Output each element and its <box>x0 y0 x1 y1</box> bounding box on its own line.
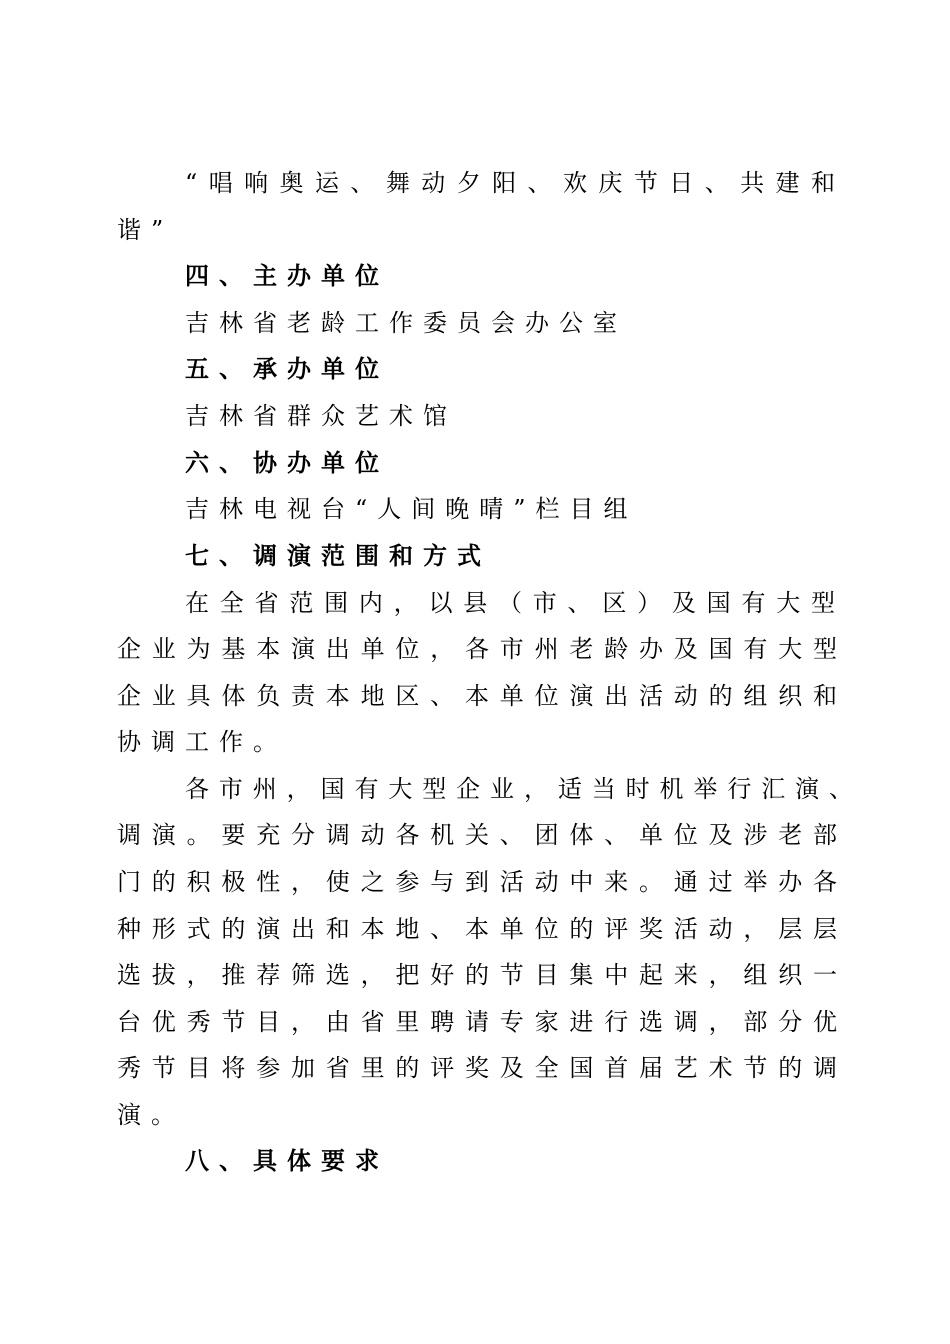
paragraph-line: 在全省范围内，以县（市、区）及国有大型 <box>185 589 835 617</box>
theme-line-1: “唱响奥运、舞动夕阳、欢庆节日、共建和 <box>185 169 835 197</box>
co-organizer-text: 吉林电视台“人间晚晴”栏目组 <box>185 495 638 523</box>
paragraph-line: 秀节目将参加省里的评奖及全国首届艺术节的调 <box>117 1054 837 1082</box>
section-heading-undertaker: 五、承办单位 <box>185 354 389 383</box>
paragraph-line: 企业为基本演出单位，各市州老龄办及国有大型 <box>117 635 837 663</box>
paragraph-line: 台优秀节目，由省里聘请专家进行选调，部分优 <box>117 1008 837 1036</box>
paragraph-line: 企业具体负责本地区、本单位演出活动的组织和 <box>117 682 837 710</box>
paragraph-line: 选拔，推荐筛选，把好的节目集中起来，组织一 <box>117 961 837 989</box>
section-heading-co-organizer: 六、协办单位 <box>185 448 389 477</box>
undertaker-text: 吉林省群众艺术馆 <box>185 402 457 430</box>
paragraph-line: 种形式的演出和本地、本单位的评奖活动，层层 <box>117 915 837 943</box>
theme-line-2: 谐” <box>117 216 174 244</box>
paragraph-line: 各市州，国有大型企业，适当时机举行汇演、 <box>185 775 853 803</box>
section-heading-scope: 七、调演范围和方式 <box>185 541 491 570</box>
paragraph-line: 演。 <box>117 1101 185 1129</box>
paragraph-line: 协调工作。 <box>117 728 287 756</box>
organizer-text: 吉林省老龄工作委员会办公室 <box>185 309 627 337</box>
section-heading-requirements: 八、具体要求 <box>185 1146 389 1175</box>
paragraph-line: 门的积极性，使之参与到活动中来。通过举办各 <box>117 868 837 896</box>
section-heading-organizer: 四、主办单位 <box>185 261 389 290</box>
paragraph-line: 调演。要充分调动各机关、团体、单位及涉老部 <box>117 821 837 849</box>
